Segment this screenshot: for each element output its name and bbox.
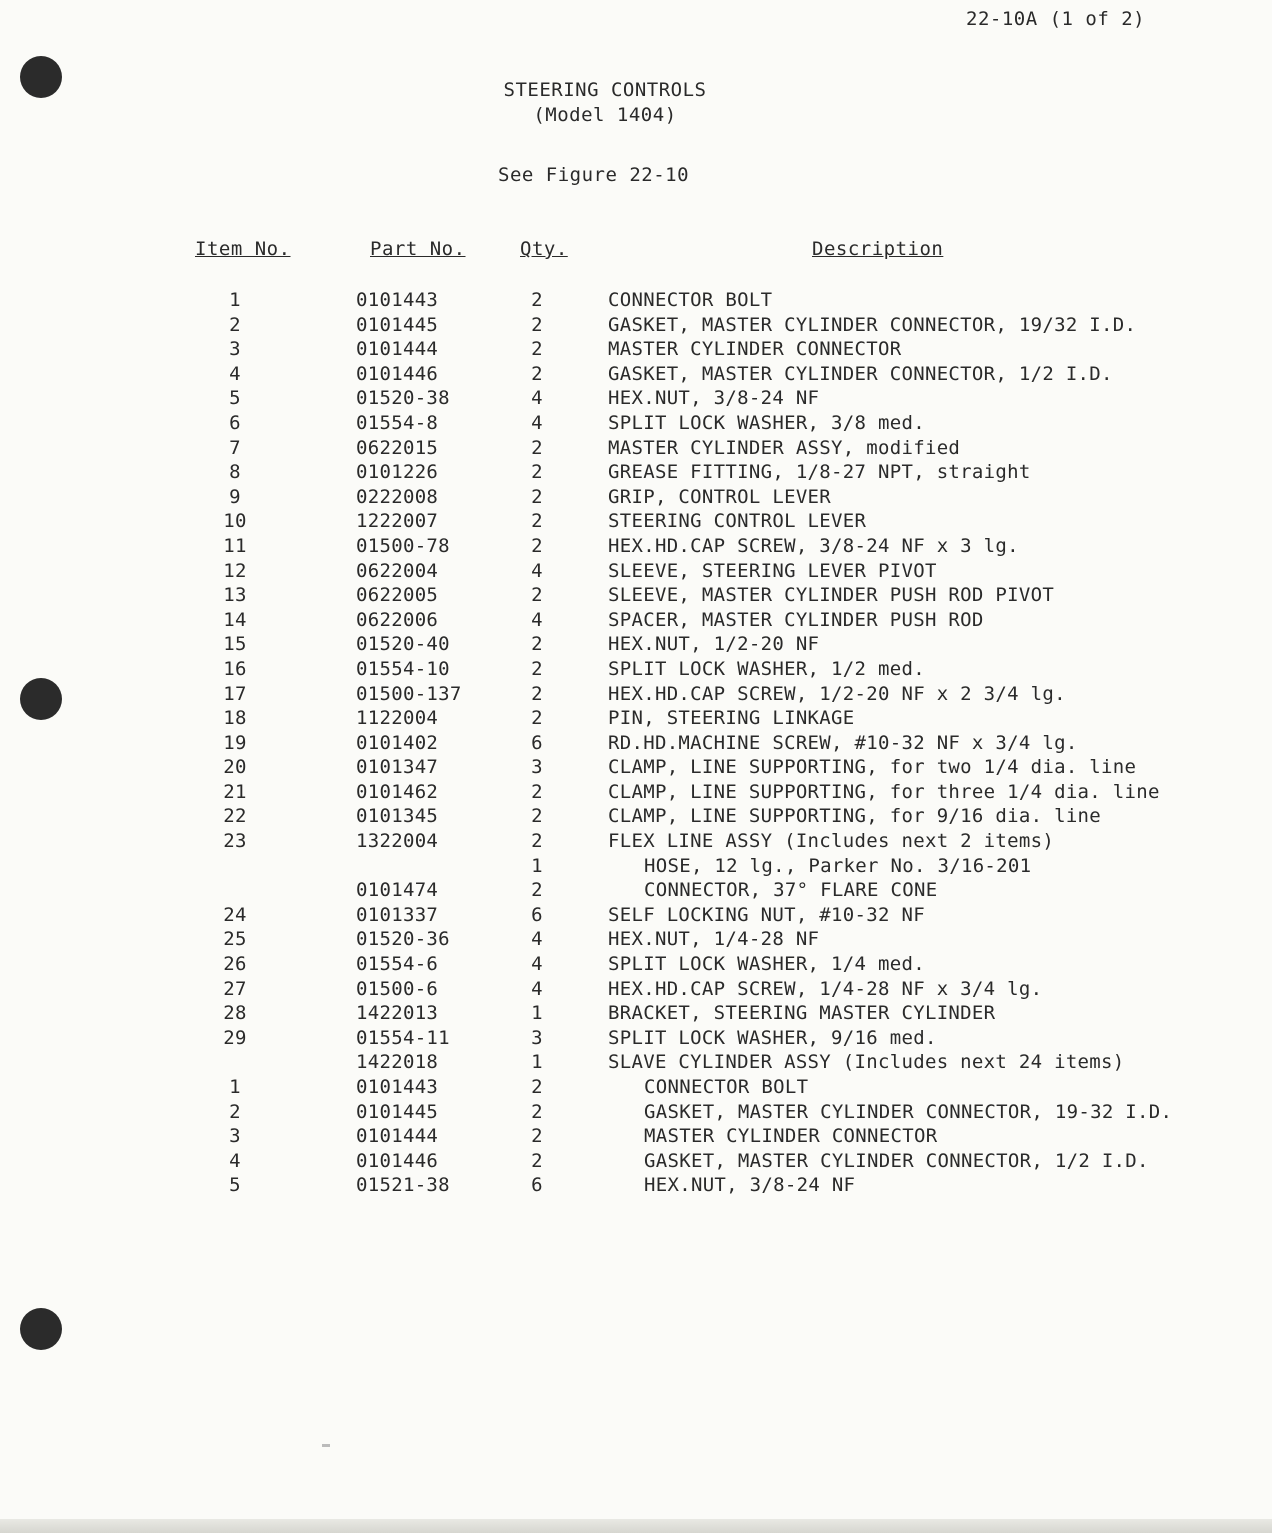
item-number: 8	[229, 461, 241, 484]
quantity: 3	[531, 1026, 543, 1049]
punch-hole-bottom	[20, 1308, 62, 1350]
item-number: 13	[223, 584, 247, 607]
part-number: 0222008	[356, 485, 439, 508]
page-subtitle: (Model 1404)	[533, 104, 677, 126]
table-row	[0, 436, 1272, 461]
quantity: 2	[531, 534, 543, 557]
quantity: 3	[531, 756, 543, 779]
part-number: 01554-10	[356, 657, 450, 680]
item-number: 12	[223, 559, 247, 582]
quantity: 2	[531, 485, 543, 508]
header-item-no: Item No.	[195, 238, 291, 260]
quantity: 2	[531, 338, 543, 361]
table-row	[0, 1100, 1272, 1125]
parts-list	[0, 288, 1272, 1198]
description: GASKET, MASTER CYLINDER CONNECTOR, 19-32 I.D.	[644, 1100, 1173, 1123]
table-row	[0, 313, 1272, 338]
item-number: 24	[223, 903, 247, 926]
part-number: 0101345	[356, 805, 439, 828]
item-number: 18	[223, 707, 247, 730]
quantity: 2	[531, 805, 543, 828]
description: GREASE FITTING, 1/8-27 NPT, straight	[608, 461, 1031, 484]
description: SPACER, MASTER CYLINDER PUSH ROD	[608, 608, 984, 631]
description: SLEEVE, MASTER CYLINDER PUSH ROD PIVOT	[608, 584, 1055, 607]
header-part-no: Part No.	[370, 238, 466, 260]
quantity: 6	[531, 731, 543, 754]
table-row	[0, 288, 1272, 313]
description: RD.HD.MACHINE SCREW, #10-32 NF x 3/4 lg.	[608, 731, 1078, 754]
quantity: 2	[531, 879, 543, 902]
part-number: 0101462	[356, 780, 439, 803]
header-qty: Qty.	[520, 238, 568, 260]
description: HEX.NUT, 3/8-24 NF	[644, 1174, 856, 1197]
quantity: 6	[531, 1174, 543, 1197]
description: CONNECTOR, 37° FLARE CONE	[644, 879, 938, 902]
table-row	[0, 534, 1272, 559]
quantity: 2	[531, 1125, 543, 1148]
part-number: 0101445	[356, 1100, 439, 1123]
part-number: 1422013	[356, 1002, 439, 1025]
description: HEX.NUT, 1/4-28 NF	[608, 928, 820, 951]
table-row	[0, 927, 1272, 952]
part-number: 01521-38	[356, 1174, 450, 1197]
description: HEX.NUT, 1/2-20 NF	[608, 633, 820, 656]
item-number: 2	[229, 313, 241, 336]
description: SLAVE CYLINDER ASSY (Includes next 24 items)	[608, 1051, 1125, 1074]
quantity: 4	[531, 953, 543, 976]
item-number: 25	[223, 928, 247, 951]
quantity: 2	[531, 830, 543, 853]
description: FLEX LINE ASSY (Includes next 2 items)	[608, 830, 1055, 853]
description: MASTER CYLINDER CONNECTOR	[644, 1125, 938, 1148]
quantity: 4	[531, 387, 543, 410]
table-row	[0, 657, 1272, 682]
table-row	[0, 583, 1272, 608]
table-row	[0, 1001, 1272, 1026]
part-number: 0101446	[356, 362, 439, 385]
description: SLEEVE, STEERING LEVER PIVOT	[608, 559, 937, 582]
description: CLAMP, LINE SUPPORTING, for three 1/4 dia. line	[608, 780, 1160, 803]
item-number: 28	[223, 1002, 247, 1025]
item-number: 9	[229, 485, 241, 508]
table-row	[0, 829, 1272, 854]
item-number: 3	[229, 338, 241, 361]
item-number: 19	[223, 731, 247, 754]
part-number: 0101402	[356, 731, 439, 754]
part-number: 01520-38	[356, 387, 450, 410]
table-row	[0, 780, 1272, 805]
item-number: 7	[229, 436, 241, 459]
part-number: 01500-78	[356, 534, 450, 557]
table-row	[0, 460, 1272, 485]
item-number: 1	[229, 289, 241, 311]
item-number: 2	[229, 1100, 241, 1123]
table-row	[0, 608, 1272, 633]
table-row	[0, 731, 1272, 756]
table-row	[0, 903, 1272, 928]
part-number: 1122004	[356, 707, 439, 730]
description: MASTER CYLINDER CONNECTOR	[608, 338, 902, 361]
part-number: 1322004	[356, 830, 439, 853]
item-number: 16	[223, 657, 247, 680]
part-number: 0101443	[356, 289, 439, 311]
item-number: 10	[223, 510, 247, 533]
description: PIN, STEERING LINKAGE	[608, 707, 855, 730]
quantity: 2	[531, 313, 543, 336]
table-row	[0, 509, 1272, 534]
table-row	[0, 1050, 1272, 1075]
quantity: 1	[531, 1002, 543, 1025]
title-block	[440, 78, 770, 128]
description: GASKET, MASTER CYLINDER CONNECTOR, 1/2 I.D.	[608, 362, 1113, 385]
table-row	[0, 386, 1272, 411]
part-number: 01500-137	[356, 682, 462, 705]
part-number: 0622005	[356, 584, 439, 607]
quantity: 1	[531, 854, 543, 877]
punch-hole-top	[20, 56, 62, 98]
quantity: 6	[531, 903, 543, 926]
description: CONNECTOR BOLT	[644, 1076, 809, 1098]
part-number: 0622006	[356, 608, 439, 631]
part-number: 0101444	[356, 1125, 439, 1148]
scan-speck	[322, 1444, 330, 1447]
description: HEX.HD.CAP SCREW, 1/4-28 NF x 3/4 lg.	[608, 977, 1043, 1000]
table-row	[0, 1173, 1272, 1198]
part-number: 1422018	[356, 1051, 439, 1074]
table-row	[0, 854, 1272, 879]
quantity: 2	[531, 657, 543, 680]
description: SPLIT LOCK WASHER, 1/4 med.	[608, 953, 925, 976]
item-number: 5	[229, 387, 241, 410]
table-row	[0, 559, 1272, 584]
part-number: 1222007	[356, 510, 439, 533]
page-title: STEERING CONTROLS	[503, 79, 707, 101]
table-row	[0, 485, 1272, 510]
quantity: 2	[531, 584, 543, 607]
part-number: 0101226	[356, 461, 439, 484]
item-number: 1	[229, 1076, 241, 1098]
part-number: 0101347	[356, 756, 439, 779]
header-description: Description	[812, 238, 944, 260]
part-number: 01554-8	[356, 411, 439, 434]
table-row	[0, 1124, 1272, 1149]
table-row	[0, 952, 1272, 977]
description: HOSE, 12 lg., Parker No. 3/16-201	[644, 854, 1032, 877]
description: HEX.NUT, 3/8-24 NF	[608, 387, 820, 410]
item-number: 14	[223, 608, 247, 631]
description: SPLIT LOCK WASHER, 3/8 med.	[608, 411, 925, 434]
quantity: 4	[531, 977, 543, 1000]
item-number: 21	[223, 780, 247, 803]
quantity: 2	[531, 1100, 543, 1123]
item-number: 5	[229, 1174, 241, 1197]
table-row	[0, 755, 1272, 780]
part-number: 01520-40	[356, 633, 450, 656]
quantity: 2	[531, 461, 543, 484]
quantity: 4	[531, 559, 543, 582]
scan-bottom-edge	[0, 1519, 1272, 1533]
quantity: 4	[531, 411, 543, 434]
quantity: 2	[531, 780, 543, 803]
description: GASKET, MASTER CYLINDER CONNECTOR, 19/32 I.D.	[608, 313, 1137, 336]
description: HEX.HD.CAP SCREW, 1/2-20 NF x 2 3/4 lg.	[608, 682, 1066, 705]
quantity: 4	[531, 608, 543, 631]
description: GRIP, CONTROL LEVER	[608, 485, 832, 508]
table-row	[0, 1026, 1272, 1051]
description: BRACKET, STEERING MASTER CYLINDER	[608, 1002, 996, 1025]
description: CONNECTOR BOLT	[608, 289, 773, 311]
item-number: 4	[229, 1149, 241, 1172]
table-row	[0, 1149, 1272, 1174]
quantity: 2	[531, 1076, 543, 1098]
table-row	[0, 706, 1272, 731]
part-number: 01554-11	[356, 1026, 450, 1049]
part-number: 0622015	[356, 436, 439, 459]
item-number: 3	[229, 1125, 241, 1148]
part-number: 01554-6	[356, 953, 439, 976]
item-number: 4	[229, 362, 241, 385]
item-number: 11	[223, 534, 247, 557]
description: SPLIT LOCK WASHER, 1/2 med.	[608, 657, 925, 680]
description: SPLIT LOCK WASHER, 9/16 med.	[608, 1026, 937, 1049]
part-number: 01500-6	[356, 977, 439, 1000]
item-number: 27	[223, 977, 247, 1000]
item-number: 20	[223, 756, 247, 779]
item-number: 6	[229, 411, 241, 434]
item-number: 26	[223, 953, 247, 976]
part-number: 0622004	[356, 559, 439, 582]
item-number: 29	[223, 1026, 247, 1049]
part-number: 0101474	[356, 879, 439, 902]
quantity: 2	[531, 510, 543, 533]
quantity: 2	[531, 436, 543, 459]
quantity: 2	[531, 1149, 543, 1172]
quantity: 2	[531, 289, 543, 311]
description: HEX.HD.CAP SCREW, 3/8-24 NF x 3 lg.	[608, 534, 1019, 557]
table-row	[0, 632, 1272, 657]
part-number: 0101444	[356, 338, 439, 361]
quantity: 2	[531, 362, 543, 385]
description: STEERING CONTROL LEVER	[608, 510, 867, 533]
quantity: 2	[531, 707, 543, 730]
table-row	[0, 337, 1272, 362]
description: CLAMP, LINE SUPPORTING, for 9/16 dia. line	[608, 805, 1102, 828]
table-row	[0, 1075, 1272, 1100]
page-reference: 22-10A (1 of 2)	[966, 8, 1146, 30]
figure-reference: See Figure 22-10	[498, 164, 690, 186]
quantity: 4	[531, 928, 543, 951]
table-row	[0, 977, 1272, 1002]
table-row	[0, 362, 1272, 387]
quantity: 2	[531, 633, 543, 656]
item-number: 15	[223, 633, 247, 656]
table-row	[0, 878, 1272, 903]
table-row	[0, 804, 1272, 829]
part-number: 01520-36	[356, 928, 450, 951]
description: GASKET, MASTER CYLINDER CONNECTOR, 1/2 I.D.	[644, 1149, 1149, 1172]
description: MASTER CYLINDER ASSY, modified	[608, 436, 961, 459]
table-row	[0, 411, 1272, 436]
quantity: 1	[531, 1051, 543, 1074]
part-number: 0101337	[356, 903, 439, 926]
item-number: 22	[223, 805, 247, 828]
part-number: 0101445	[356, 313, 439, 336]
part-number: 0101446	[356, 1149, 439, 1172]
item-number: 17	[223, 682, 247, 705]
quantity: 2	[531, 682, 543, 705]
table-row	[0, 682, 1272, 707]
description: SELF LOCKING NUT, #10-32 NF	[608, 903, 925, 926]
item-number: 23	[223, 830, 247, 853]
description: CLAMP, LINE SUPPORTING, for two 1/4 dia. line	[608, 756, 1137, 779]
part-number: 0101443	[356, 1076, 439, 1098]
